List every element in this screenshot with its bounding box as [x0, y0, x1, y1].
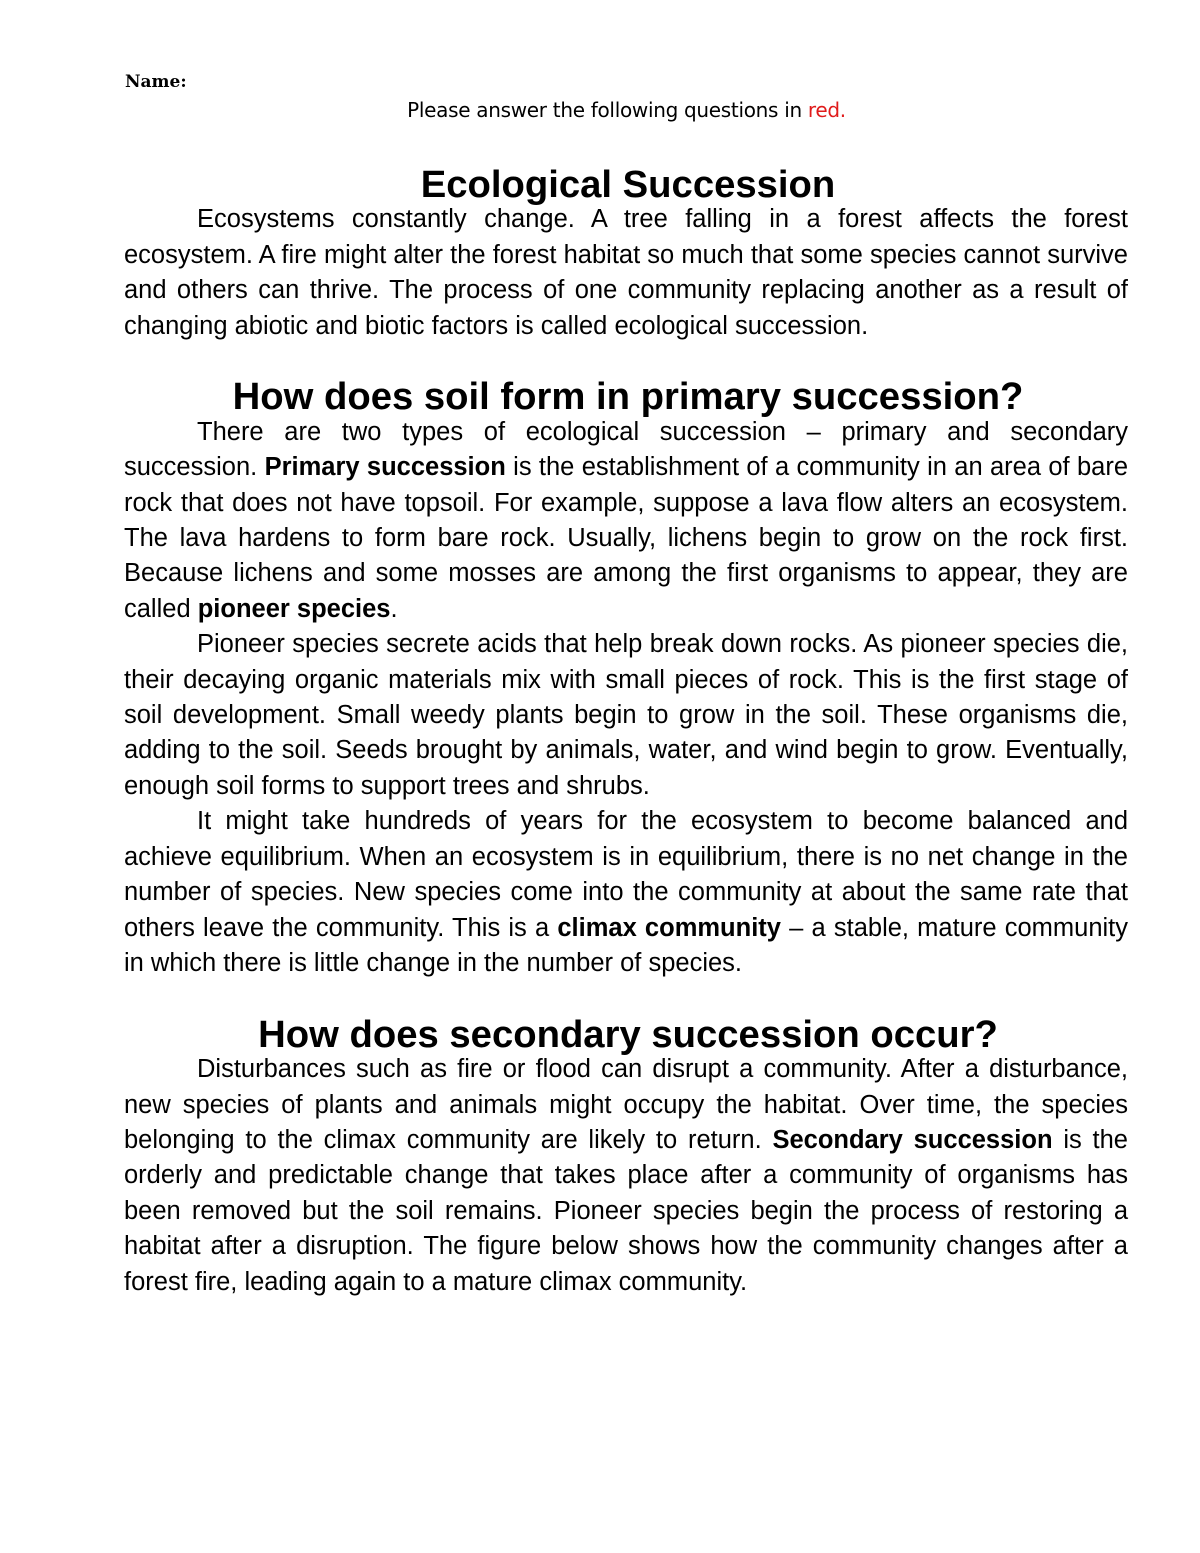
section-title-primary-succession: How does soil form in primary succession? — [232, 375, 1024, 419]
section-title-ecological-succession: Ecological Succession — [420, 163, 836, 206]
paragraph-primary-types — [124, 415, 1128, 627]
paragraph-pioneer-species: Pioneer species secrete acids that help break down rocks. As pioneer species die, their decaying organic materials mix with small pieces of rock. This is the first stage of soil development. Small weedy plants begin to grow in the soil. These organisms die, adding to the soil. Seeds brought by animals, water, and wind begin to grow. Eventually, enough soil forms to support trees and shrubs. — [124, 630, 1128, 800]
text-run: There are two types of ecological succession – primary and secondary succession. — [124, 417, 1128, 482]
paragraph-equilibrium — [124, 804, 1128, 981]
term-primary-succession: Primary succession — [264, 453, 506, 482]
text-run: . — [390, 594, 398, 623]
name-label: Name: — [125, 72, 187, 92]
instruction-text: Please answer the following questions in — [407, 98, 808, 122]
text-run: is the establishment of a community in an area of bare rock that does not have topsoil. For example, suppose a lava flow alters an ecosystem. The lava hardens to form bare rock. Usually, lichens begin to grow on the rock first. Because lichens and some mosses are among the first organisms to appear, they are called — [124, 453, 1129, 623]
paragraph-secondary-succession — [124, 1052, 1128, 1300]
text-run: Disturbances such as fire or flood can disrupt a community. After a disturbance, new species of plants and animals might occupy the habitat. Over time, the species belonging to the climax community are likely to return. — [124, 1055, 1128, 1154]
spacer — [124, 981, 1128, 1016]
term-pioneer-species: pioneer species — [197, 594, 391, 623]
document-body — [124, 163, 1129, 1300]
instruction-red-word: red — [807, 98, 840, 122]
text-run: – a stable, mature community in which there is little change in the number of species. — [124, 913, 1129, 977]
text-run: It might take hundreds of years for the ecosystem to become balanced and achieve equilibrium. When an ecosystem is in equilibrium, there is no net change in the number of species. New species come into the community at about the same rate that others leave the community. This is a — [124, 807, 1128, 942]
term-secondary-succession: Secondary succession — [772, 1125, 1053, 1154]
spacer — [124, 344, 1128, 379]
text-run: is the orderly and predictable change that takes place after a community of organisms has been removed but the soil remains. Pioneer species begin the process of restoring a habitat after a disruption. The figure below shows how the community changes after a forest fire, leading again to a mature climax community. — [124, 1125, 1128, 1296]
instruction-period: . — [839, 98, 846, 122]
paragraph-intro: Ecosystems constantly change. A tree falling in a forest affects the forest ecosystem. A fire might alter the forest habitat so much that some species cannot survive and others can thrive. The process of one community replacing another as a result of changing abiotic and biotic factors is called ecological succession. — [124, 205, 1128, 340]
section-title-secondary-succession: How does secondary succession occur? — [258, 1012, 998, 1056]
term-climax-community: climax community — [557, 913, 781, 942]
instruction-line — [0, 98, 1200, 122]
